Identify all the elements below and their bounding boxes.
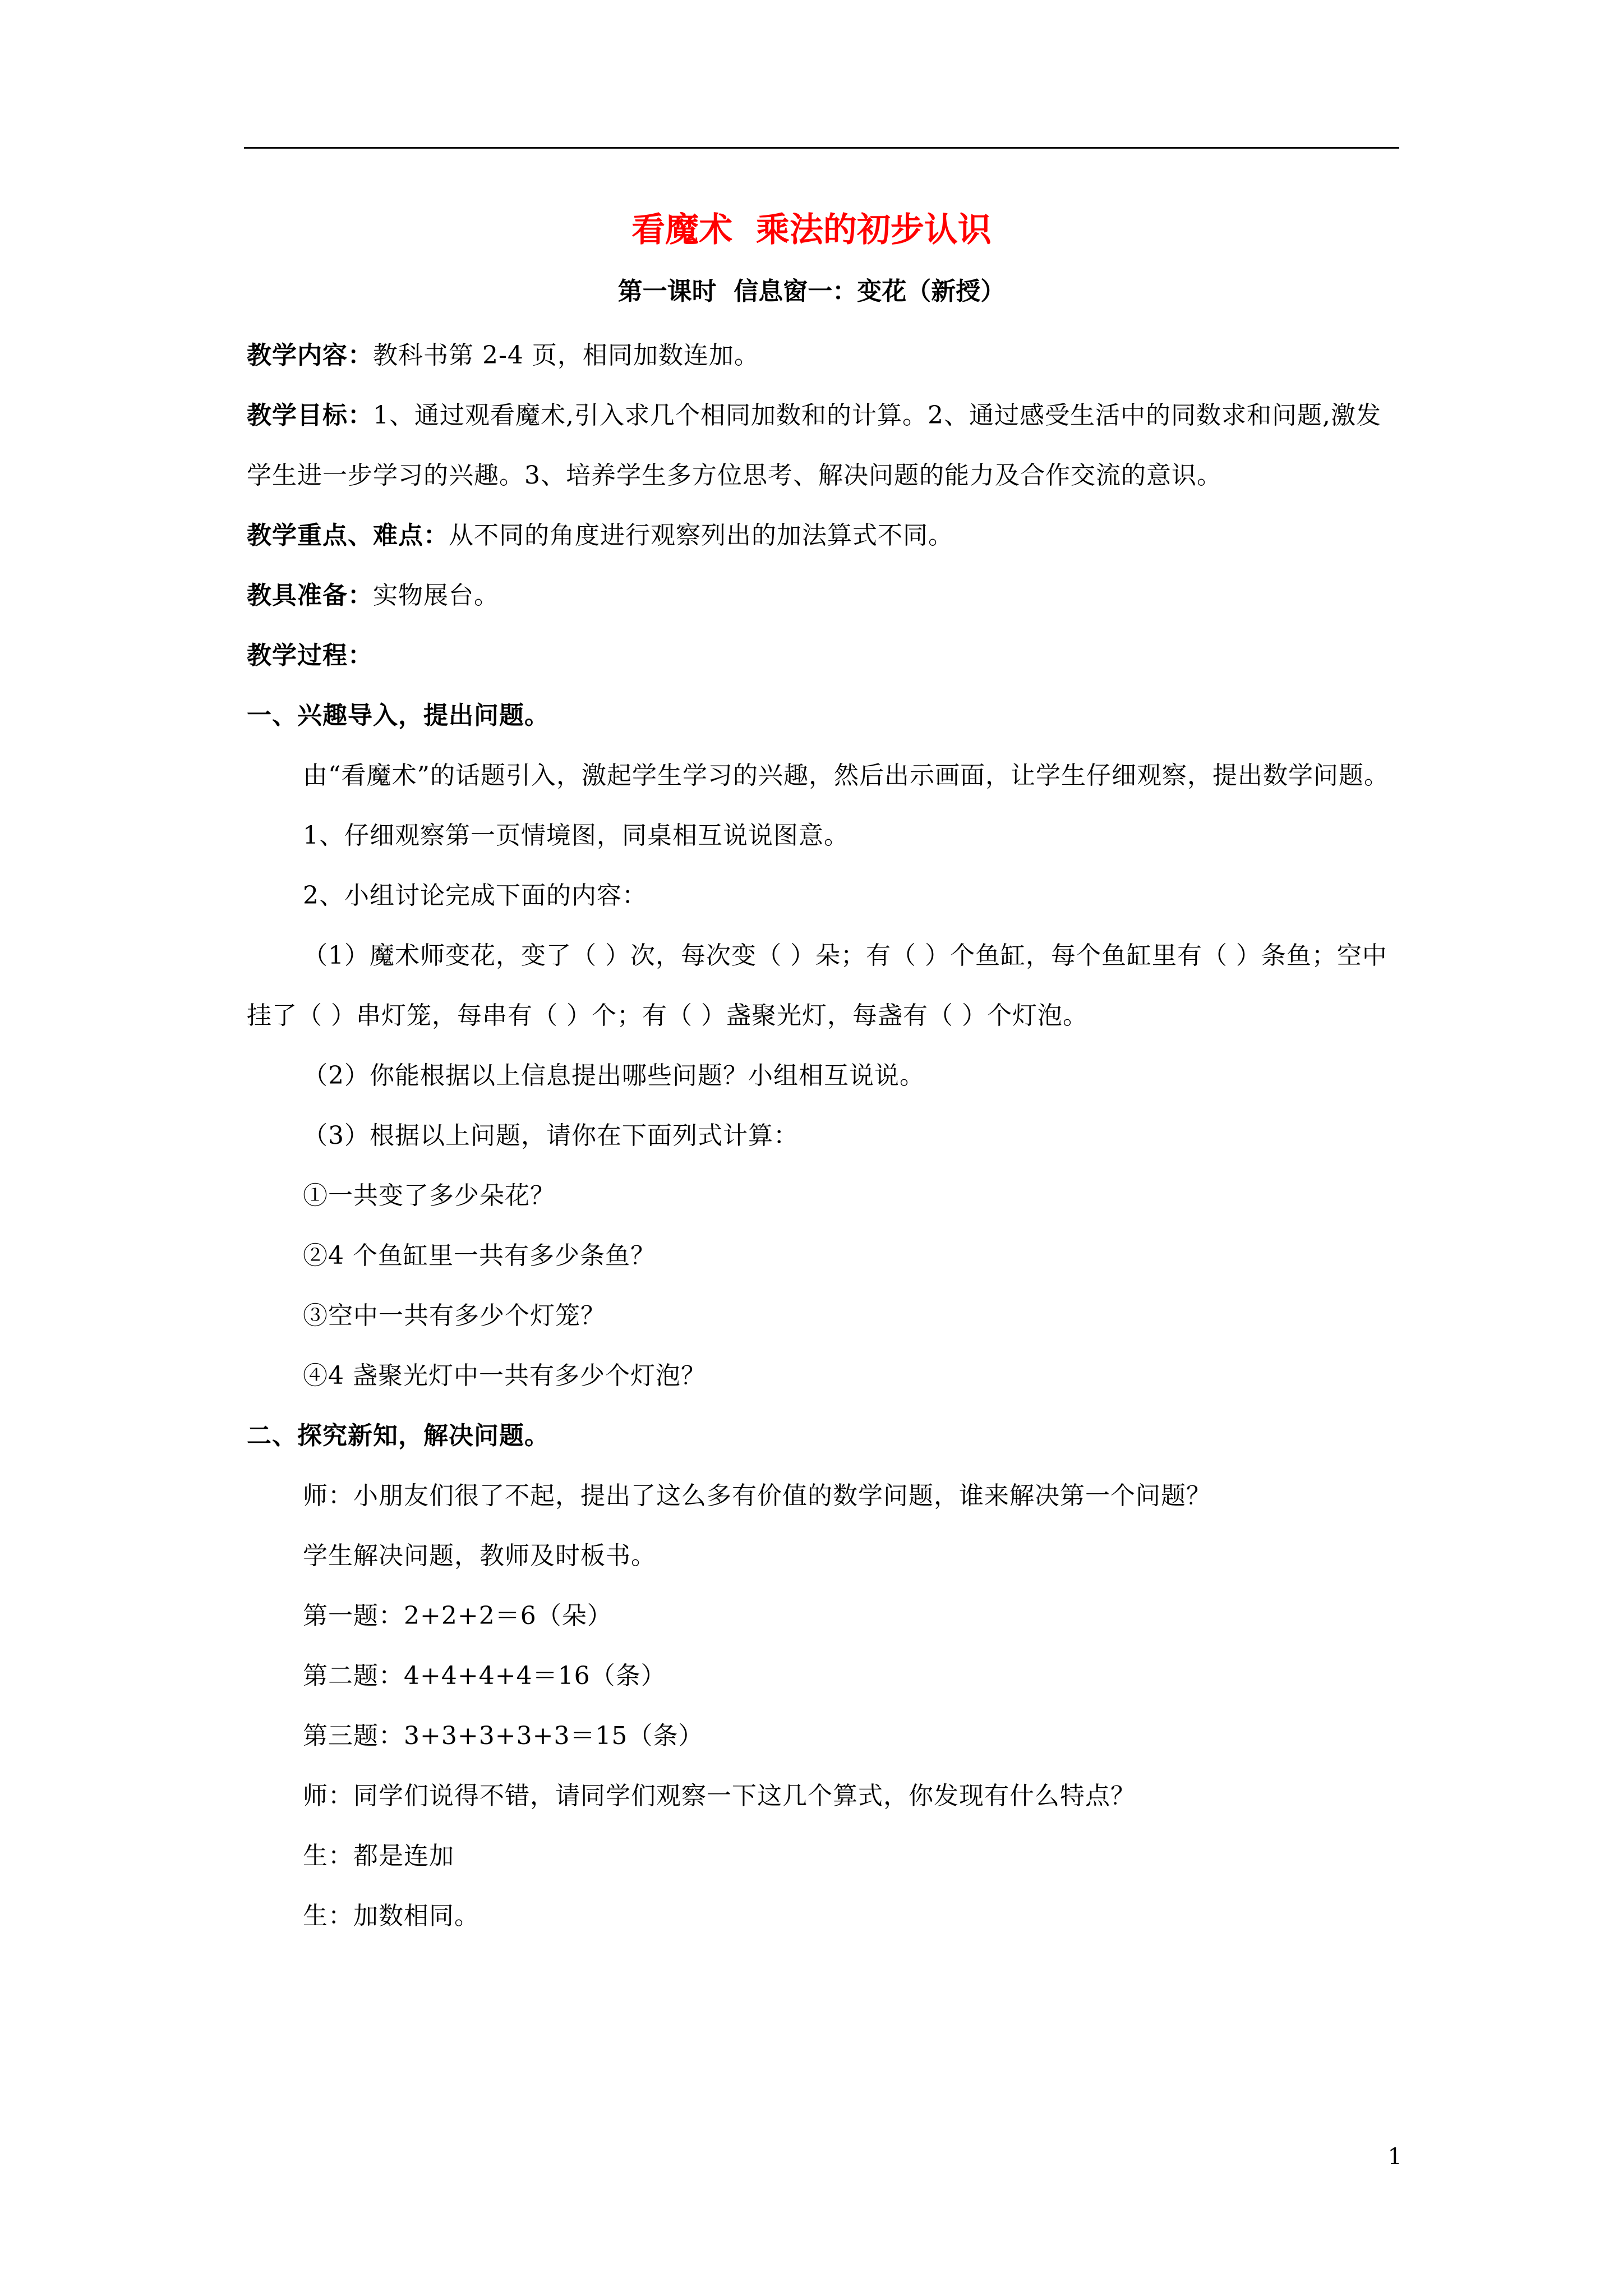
section-1-item-1: （1）魔术师变花，变了（ ）次，每次变（ ）朵；有（ ）个鱼缸，每个鱼缸里有（ ）条鱼；空中挂了（ ）串灯笼，每串有（ ）个；有（ ）盏聚光灯，每盏有（ ）个灯泡。 [247,941,1387,1030]
teaching-content-text: 教科书第 2-4 页，相同加数连加。 [373,341,759,370]
teaching-tools [247,565,1396,625]
page-number: 1 [1387,2144,1402,2170]
dialogue-line-1: 师：小朋友们很了不起，提出了这么多有价值的数学问题，谁来解决第一个问题？ [303,1481,1211,1510]
teaching-goals-label: 教学目标： [247,401,373,430]
teaching-key-points-label: 教学重点、难点： [247,521,449,550]
dialogue-line-6: 师：同学们说得不错，请同学们观察一下这几个算式，你发现有什么特点？ [303,1782,1136,1810]
section-2-heading: 二、探究新知，解决问题。 [247,1421,550,1450]
section-1-step-2: 2、小组讨论完成下面的内容： [303,881,647,910]
section-1-item-3: （3）根据以上问题，请你在下面列式计算： [303,1121,799,1150]
document-body [247,325,1396,1946]
teaching-tools-label: 教具准备： [247,581,373,610]
dialogue-line-7: 生：都是连加 [303,1842,454,1870]
question-2: ②4 个鱼缸里一共有多少条鱼？ [303,1241,656,1270]
section-1-item-2: （2）你能根据以上信息提出哪些问题？小组相互说说。 [303,1061,925,1090]
question-1: ①一共变了多少朵花？ [303,1181,555,1210]
teaching-content-label: 教学内容： [247,341,373,370]
teaching-key-points-text: 从不同的角度进行观察列出的加法算式不同。 [449,521,953,550]
teaching-process-label: 教学过程： [247,641,373,670]
header-rule [244,147,1399,149]
teaching-tools-text: 实物展台。 [373,581,499,610]
question-4: ④4 盏聚光灯中一共有多少个灯泡？ [303,1361,706,1390]
equation-3: 第三题：3+3+3+3+3＝15（条） [303,1722,704,1750]
section-1-heading: 一、兴趣导入，提出问题。 [247,701,550,730]
equation-2: 第二题：4+4+4+4＝16（条） [303,1662,666,1690]
section-1-intro: 由“看魔术”的话题引入，激起学生学习的兴趣，然后出示画面，让学生仔细观察，提出数学问题。 [303,761,1389,790]
lesson-subtitle: 第一课时 信息窗一：变花（新授） [617,277,1006,306]
section-1-step-1: 1、仔细观察第一页情境图，同桌相互说说图意。 [303,821,849,850]
equation-1: 第一题：2+2+2＝6（朵） [303,1602,612,1630]
teaching-goals-text: 1、通过观看魔术,引入求几个相同加数和的计算。2、通过感受生活中的同数求和问题,激发学生进一步学习的兴趣。3、培养学生多方位思考、解决问题的能力及合作交流的意识。 [247,401,1381,490]
dialogue-line-8: 生：加数相同。 [303,1902,479,1930]
question-3: ③空中一共有多少个灯笼？ [303,1301,606,1330]
teaching-goals [247,385,1396,505]
dialogue-line-2: 学生解决问题，教师及时板书。 [303,1542,656,1570]
document-title: 看魔术 乘法的初步认识 [631,210,992,250]
teaching-key-points [247,505,1396,565]
teaching-content [247,325,1396,385]
